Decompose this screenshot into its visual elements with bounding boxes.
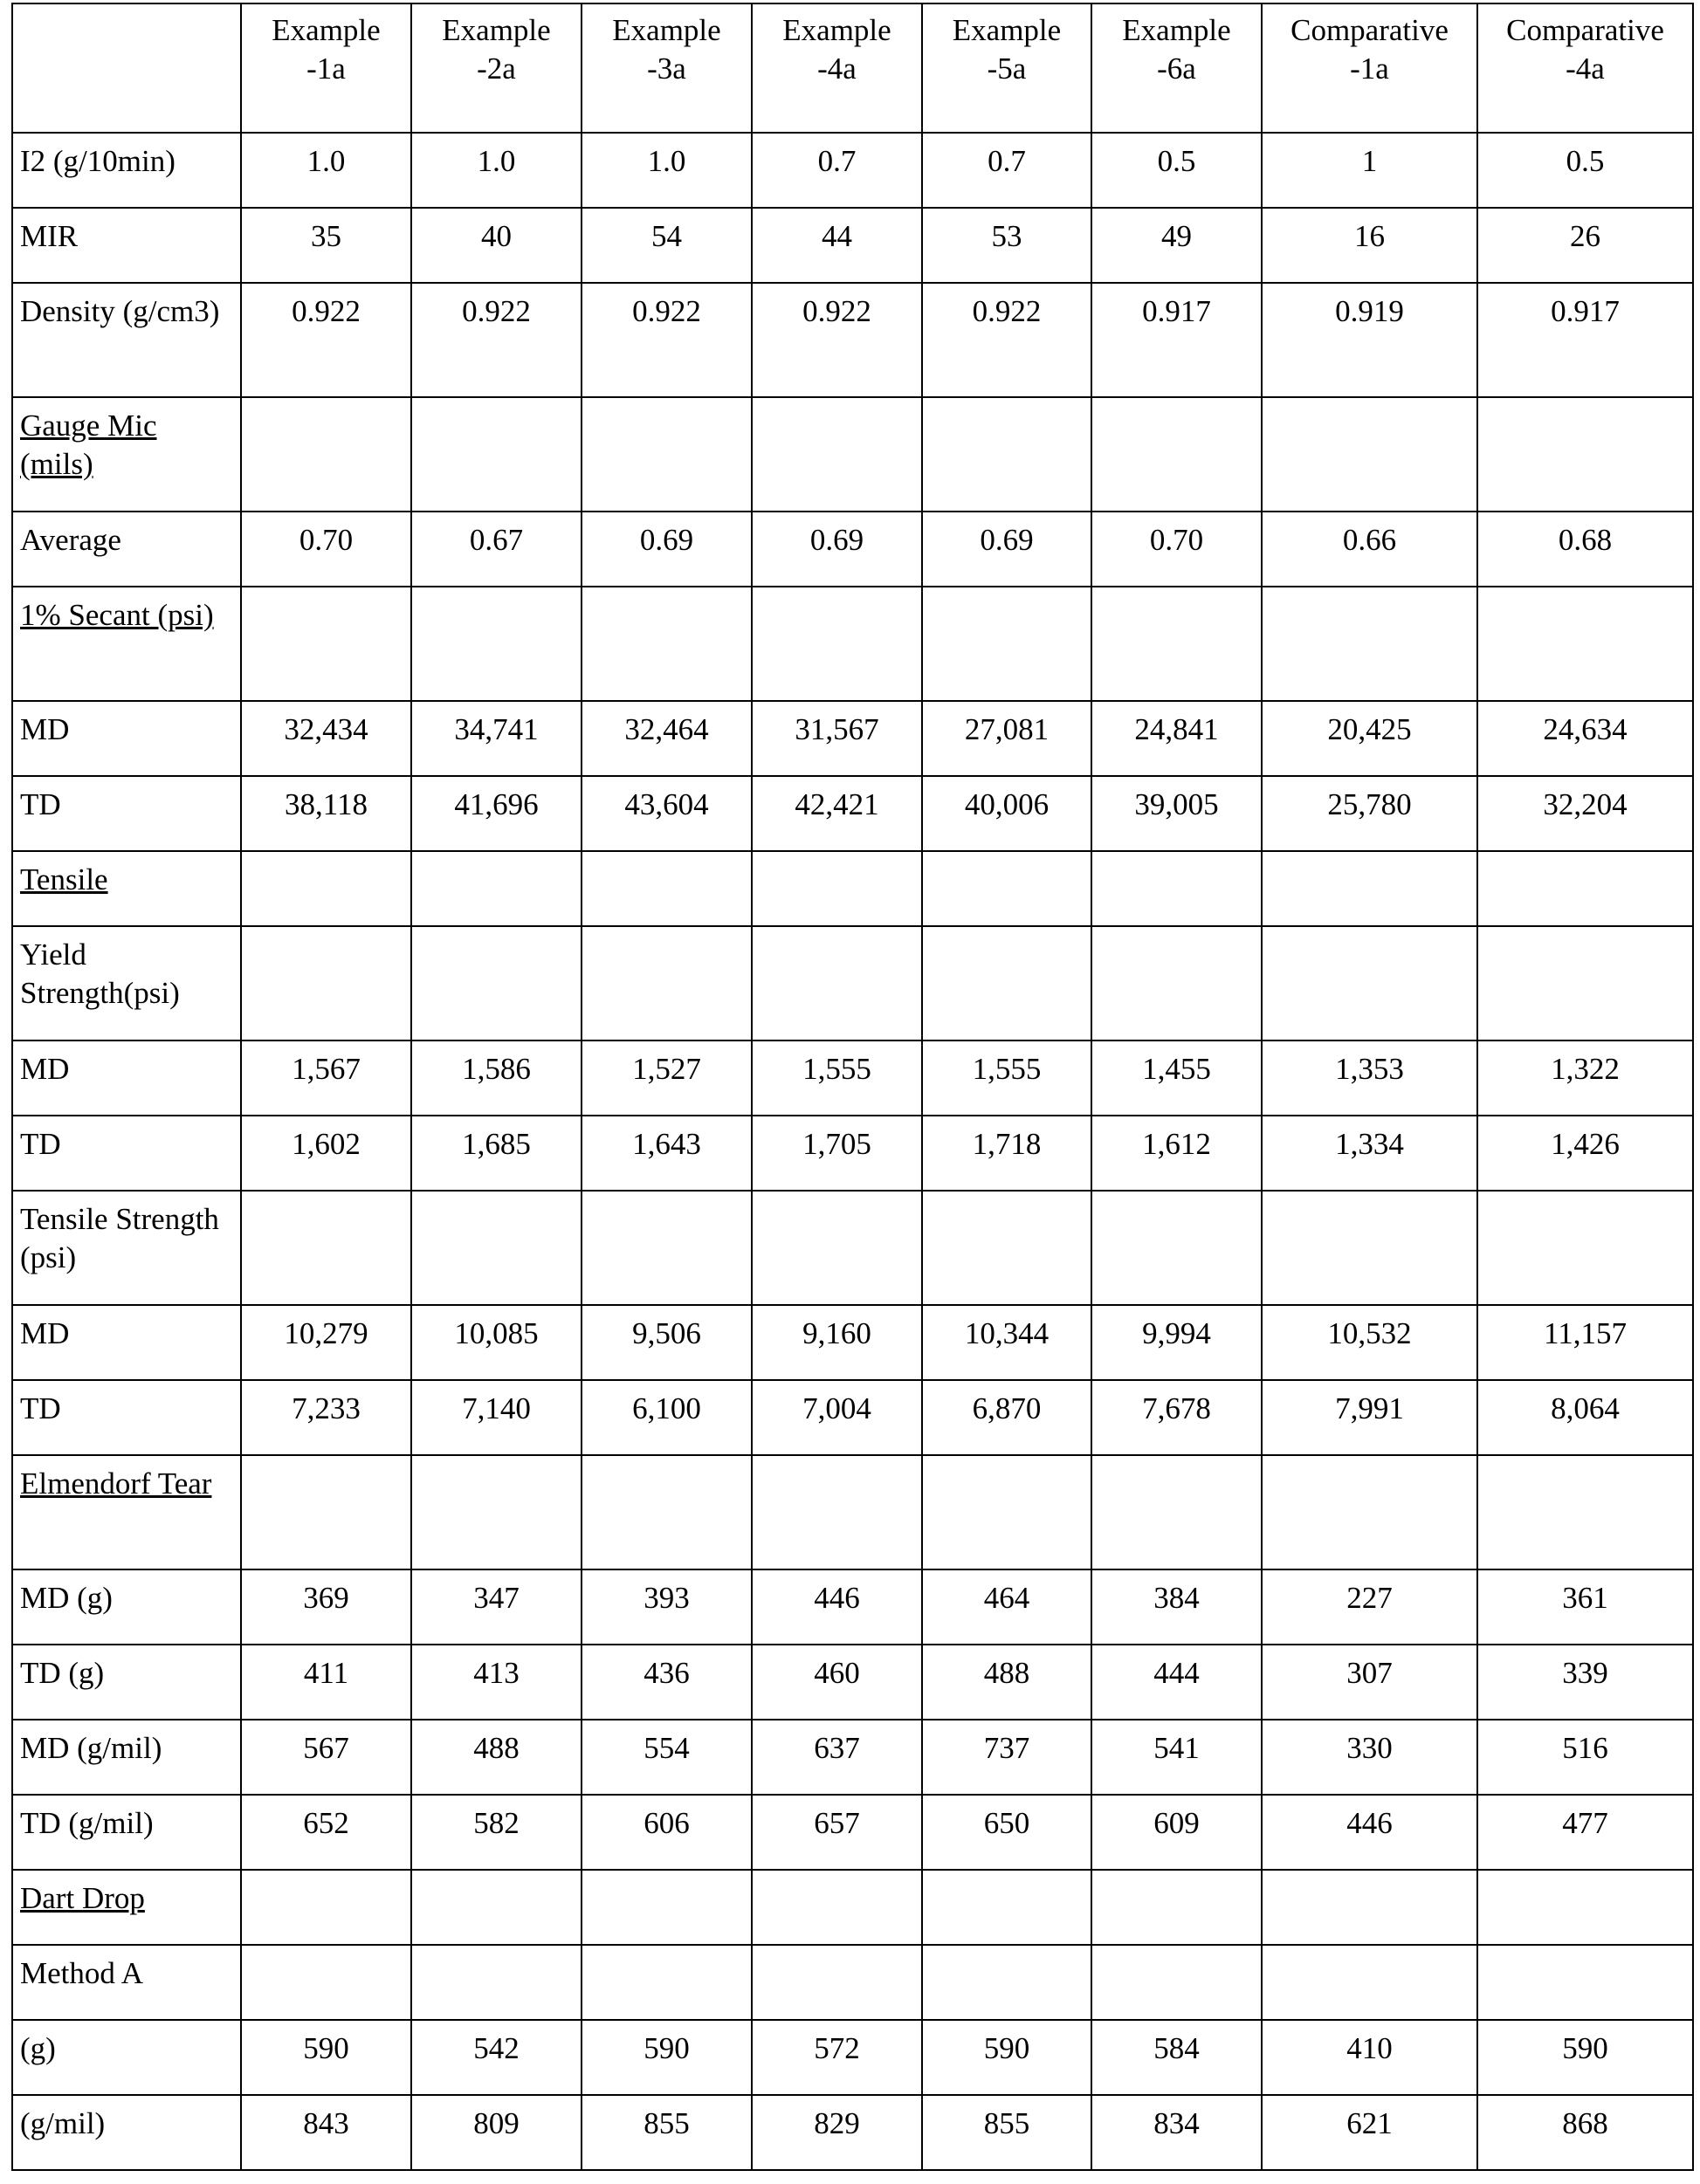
table-cell: 855 bbox=[922, 2095, 1091, 2170]
row-label bbox=[12, 2095, 241, 2170]
table-cell bbox=[1477, 926, 1693, 1040]
row-label-text: Average bbox=[20, 523, 121, 557]
table-cell: 8,064 bbox=[1477, 1380, 1693, 1455]
table-cell: 1,705 bbox=[752, 1116, 922, 1191]
table-cell bbox=[582, 1870, 752, 1945]
row-label-text: TD (g) bbox=[20, 1656, 104, 1690]
table-cell: 1,426 bbox=[1477, 1116, 1693, 1191]
table-cell bbox=[752, 1870, 922, 1945]
table-cell: 0.922 bbox=[411, 283, 582, 397]
row-label-text: (g/mil) bbox=[20, 2106, 105, 2140]
table-cell: 20,425 bbox=[1262, 701, 1477, 776]
row-label bbox=[12, 1116, 241, 1191]
table-cell bbox=[582, 587, 752, 701]
table-cell: 609 bbox=[1091, 1795, 1262, 1870]
column-header: Example -4a bbox=[752, 3, 922, 133]
table-row bbox=[12, 851, 1693, 926]
table-row bbox=[12, 1455, 1693, 1569]
row-label-text: Tensile Strength (psi) bbox=[20, 1202, 219, 1274]
table-cell: 0.922 bbox=[241, 283, 411, 397]
row-label bbox=[12, 1191, 241, 1305]
column-header: Example -2a bbox=[411, 3, 582, 133]
table-cell bbox=[922, 397, 1091, 512]
table-cell: 40,006 bbox=[922, 776, 1091, 851]
table-cell bbox=[1477, 397, 1693, 512]
row-label-text: TD (g/mil) bbox=[20, 1806, 154, 1840]
table-cell: 843 bbox=[241, 2095, 411, 2170]
table-cell: 584 bbox=[1091, 2020, 1262, 2095]
table-cell bbox=[582, 851, 752, 926]
table-cell: 0.68 bbox=[1477, 512, 1693, 587]
table-cell bbox=[1477, 1455, 1693, 1569]
table-cell: 339 bbox=[1477, 1645, 1693, 1720]
table-cell bbox=[582, 1191, 752, 1305]
table-cell: 41,696 bbox=[411, 776, 582, 851]
table-cell bbox=[241, 926, 411, 1040]
table-cell: 32,204 bbox=[1477, 776, 1693, 851]
table-row bbox=[12, 2095, 1693, 2170]
table-row bbox=[12, 1116, 1693, 1191]
row-label bbox=[12, 1040, 241, 1116]
table-cell: 0.69 bbox=[582, 512, 752, 587]
row-label bbox=[12, 1380, 241, 1455]
table-row bbox=[12, 1040, 1693, 1116]
table-cell bbox=[1477, 1945, 1693, 2020]
properties-table bbox=[11, 3, 1694, 2171]
table-cell bbox=[1091, 1870, 1262, 1945]
table-cell: 9,160 bbox=[752, 1305, 922, 1380]
table-cell bbox=[241, 587, 411, 701]
table-cell: 460 bbox=[752, 1645, 922, 1720]
table-cell: 10,085 bbox=[411, 1305, 582, 1380]
column-header: Example -3a bbox=[582, 3, 752, 133]
table-cell: 413 bbox=[411, 1645, 582, 1720]
row-label-text: Tensile bbox=[20, 862, 108, 896]
row-label-text: MD bbox=[20, 1052, 69, 1086]
table-cell: 1,555 bbox=[752, 1040, 922, 1116]
table-cell bbox=[1477, 851, 1693, 926]
table-cell bbox=[1477, 1191, 1693, 1305]
table-cell: 0.5 bbox=[1091, 133, 1262, 208]
table-row bbox=[12, 701, 1693, 776]
table-row bbox=[12, 776, 1693, 851]
table-cell: 834 bbox=[1091, 2095, 1262, 2170]
row-label bbox=[12, 397, 241, 512]
table-cell: 477 bbox=[1477, 1795, 1693, 1870]
row-label-text: I2 (g/10min) bbox=[20, 144, 176, 178]
table-cell: 590 bbox=[582, 2020, 752, 2095]
table-cell: 1,718 bbox=[922, 1116, 1091, 1191]
table-cell: 0.922 bbox=[752, 283, 922, 397]
table-cell bbox=[752, 397, 922, 512]
row-label-text: (g) bbox=[20, 2031, 56, 2065]
table-cell bbox=[411, 1945, 582, 2020]
table-cell: 488 bbox=[922, 1645, 1091, 1720]
table-cell: 652 bbox=[241, 1795, 411, 1870]
table-row bbox=[12, 1569, 1693, 1645]
table-cell: 567 bbox=[241, 1720, 411, 1795]
table-row bbox=[12, 283, 1693, 397]
table-cell: 541 bbox=[1091, 1720, 1262, 1795]
table-cell: 554 bbox=[582, 1720, 752, 1795]
row-label-text: MD (g/mil) bbox=[20, 1731, 162, 1765]
table-row bbox=[12, 208, 1693, 283]
table-row bbox=[12, 133, 1693, 208]
table-cell: 1.0 bbox=[411, 133, 582, 208]
table-cell: 0.917 bbox=[1091, 283, 1262, 397]
row-label bbox=[12, 208, 241, 283]
column-header: Example -6a bbox=[1091, 3, 1262, 133]
table-cell: 1.0 bbox=[241, 133, 411, 208]
table-cell: 1,455 bbox=[1091, 1040, 1262, 1116]
table-cell bbox=[1091, 1945, 1262, 2020]
table-cell: 44 bbox=[752, 208, 922, 283]
table-cell: 16 bbox=[1262, 208, 1477, 283]
table-cell: 446 bbox=[1262, 1795, 1477, 1870]
table-cell bbox=[582, 1945, 752, 2020]
table-cell: 54 bbox=[582, 208, 752, 283]
row-label-text: TD bbox=[20, 1391, 61, 1425]
table-row bbox=[12, 1945, 1693, 2020]
table-cell: 410 bbox=[1262, 2020, 1477, 2095]
table-cell: 24,841 bbox=[1091, 701, 1262, 776]
table-cell: 7,991 bbox=[1262, 1380, 1477, 1455]
table-cell: 829 bbox=[752, 2095, 922, 2170]
table-cell: 1,602 bbox=[241, 1116, 411, 1191]
table-cell: 868 bbox=[1477, 2095, 1693, 2170]
table-cell: 0.919 bbox=[1262, 283, 1477, 397]
table-cell: 590 bbox=[922, 2020, 1091, 2095]
table-cell: 347 bbox=[411, 1569, 582, 1645]
table-cell bbox=[1262, 1191, 1477, 1305]
table-cell bbox=[241, 1455, 411, 1569]
row-label bbox=[12, 851, 241, 926]
table-cell: 42,421 bbox=[752, 776, 922, 851]
table-cell bbox=[241, 397, 411, 512]
table-row bbox=[12, 1870, 1693, 1945]
row-label bbox=[12, 1455, 241, 1569]
table-cell bbox=[411, 926, 582, 1040]
row-label-text: MD (g) bbox=[20, 1581, 113, 1615]
table-cell: 49 bbox=[1091, 208, 1262, 283]
table-cell bbox=[241, 1945, 411, 2020]
table-cell: 0.70 bbox=[241, 512, 411, 587]
table-cell: 0.922 bbox=[922, 283, 1091, 397]
table-cell: 6,100 bbox=[582, 1380, 752, 1455]
column-header: Example -5a bbox=[922, 3, 1091, 133]
table-cell: 542 bbox=[411, 2020, 582, 2095]
table-cell: 650 bbox=[922, 1795, 1091, 1870]
table-cell: 606 bbox=[582, 1795, 752, 1870]
table-row bbox=[12, 1191, 1693, 1305]
table-cell bbox=[922, 1870, 1091, 1945]
table-cell: 7,004 bbox=[752, 1380, 922, 1455]
row-label bbox=[12, 1870, 241, 1945]
header-row bbox=[12, 3, 1693, 133]
row-label-text: TD bbox=[20, 1127, 61, 1161]
table-cell: 43,604 bbox=[582, 776, 752, 851]
table-row bbox=[12, 1795, 1693, 1870]
table-cell: 11,157 bbox=[1477, 1305, 1693, 1380]
table-cell: 384 bbox=[1091, 1569, 1262, 1645]
table-cell: 446 bbox=[752, 1569, 922, 1645]
table-cell: 0.70 bbox=[1091, 512, 1262, 587]
row-label bbox=[12, 1305, 241, 1380]
table-cell bbox=[922, 1191, 1091, 1305]
table-cell bbox=[752, 851, 922, 926]
table-cell: 1,685 bbox=[411, 1116, 582, 1191]
row-label-text: MD bbox=[20, 712, 69, 746]
table-cell: 1,527 bbox=[582, 1040, 752, 1116]
table-cell: 1.0 bbox=[582, 133, 752, 208]
table-cell: 488 bbox=[411, 1720, 582, 1795]
table-cell: 0.7 bbox=[922, 133, 1091, 208]
table-cell: 53 bbox=[922, 208, 1091, 283]
row-label-text: Yield Strength(psi) bbox=[20, 937, 180, 1010]
table-cell: 657 bbox=[752, 1795, 922, 1870]
table-row bbox=[12, 1380, 1693, 1455]
table-cell: 1,567 bbox=[241, 1040, 411, 1116]
table-cell bbox=[752, 1455, 922, 1569]
table-cell: 39,005 bbox=[1091, 776, 1262, 851]
table-cell: 737 bbox=[922, 1720, 1091, 1795]
table-cell: 809 bbox=[411, 2095, 582, 2170]
table-cell bbox=[1262, 851, 1477, 926]
table-cell: 1,555 bbox=[922, 1040, 1091, 1116]
table-cell bbox=[411, 1191, 582, 1305]
table-cell bbox=[922, 1455, 1091, 1569]
table-cell bbox=[411, 851, 582, 926]
table-cell: 1,353 bbox=[1262, 1040, 1477, 1116]
table-cell: 330 bbox=[1262, 1720, 1477, 1795]
table-row bbox=[12, 587, 1693, 701]
table-cell: 1,322 bbox=[1477, 1040, 1693, 1116]
table-cell bbox=[1091, 587, 1262, 701]
table-cell: 361 bbox=[1477, 1569, 1693, 1645]
row-label-text: Density (g/cm3) bbox=[20, 294, 219, 328]
table-cell: 9,506 bbox=[582, 1305, 752, 1380]
table-row bbox=[12, 1305, 1693, 1380]
table-cell: 34,741 bbox=[411, 701, 582, 776]
table-cell: 10,532 bbox=[1262, 1305, 1477, 1380]
row-label bbox=[12, 283, 241, 397]
column-header: Comparative -1a bbox=[1262, 3, 1477, 133]
table-cell: 572 bbox=[752, 2020, 922, 2095]
column-header: Example -1a bbox=[241, 3, 411, 133]
table-cell bbox=[922, 851, 1091, 926]
table-cell: 0.69 bbox=[922, 512, 1091, 587]
row-label bbox=[12, 1569, 241, 1645]
row-label bbox=[12, 133, 241, 208]
table-cell: 32,434 bbox=[241, 701, 411, 776]
row-label bbox=[12, 2020, 241, 2095]
table-cell: 369 bbox=[241, 1569, 411, 1645]
table-cell bbox=[1262, 1455, 1477, 1569]
table-cell: 0.917 bbox=[1477, 283, 1693, 397]
table-cell: 582 bbox=[411, 1795, 582, 1870]
table-cell: 38,118 bbox=[241, 776, 411, 851]
table-cell bbox=[241, 851, 411, 926]
table-cell: 1,643 bbox=[582, 1116, 752, 1191]
table-cell: 35 bbox=[241, 208, 411, 283]
table-cell: 0.5 bbox=[1477, 133, 1693, 208]
table-cell bbox=[411, 397, 582, 512]
table-cell: 7,233 bbox=[241, 1380, 411, 1455]
row-label-text: Elmendorf Tear bbox=[20, 1466, 211, 1501]
table-cell: 855 bbox=[582, 2095, 752, 2170]
table-cell bbox=[1091, 926, 1262, 1040]
table-cell: 464 bbox=[922, 1569, 1091, 1645]
row-label bbox=[12, 587, 241, 701]
table-cell: 516 bbox=[1477, 1720, 1693, 1795]
table-row bbox=[12, 2020, 1693, 2095]
table-cell: 0.7 bbox=[752, 133, 922, 208]
table-cell bbox=[411, 1870, 582, 1945]
table-cell bbox=[582, 397, 752, 512]
table-cell: 637 bbox=[752, 1720, 922, 1795]
table-cell: 1,612 bbox=[1091, 1116, 1262, 1191]
table-cell: 307 bbox=[1262, 1645, 1477, 1720]
table-cell: 24,634 bbox=[1477, 701, 1693, 776]
table-cell: 7,140 bbox=[411, 1380, 582, 1455]
row-label-text: MD bbox=[20, 1316, 69, 1350]
row-label bbox=[12, 1645, 241, 1720]
column-header bbox=[12, 3, 241, 133]
table-cell: 0.66 bbox=[1262, 512, 1477, 587]
table-cell: 621 bbox=[1262, 2095, 1477, 2170]
table-cell bbox=[1262, 587, 1477, 701]
table-cell bbox=[241, 1870, 411, 1945]
table-cell: 25,780 bbox=[1262, 776, 1477, 851]
table-cell: 227 bbox=[1262, 1569, 1477, 1645]
row-label-text: MIR bbox=[20, 219, 78, 253]
row-label-text: Gauge Mic (mils) bbox=[20, 409, 156, 481]
table-cell bbox=[752, 1191, 922, 1305]
table-cell: 0.67 bbox=[411, 512, 582, 587]
row-label-text: Dart Drop bbox=[20, 1881, 145, 1915]
table-cell: 1,586 bbox=[411, 1040, 582, 1116]
table-cell bbox=[922, 1945, 1091, 2020]
table-row bbox=[12, 926, 1693, 1040]
table-cell: 6,870 bbox=[922, 1380, 1091, 1455]
table-cell: 26 bbox=[1477, 208, 1693, 283]
table-cell bbox=[1091, 397, 1262, 512]
table-cell bbox=[1477, 587, 1693, 701]
row-label bbox=[12, 1720, 241, 1795]
table-cell: 0.922 bbox=[582, 283, 752, 397]
table-cell: 9,994 bbox=[1091, 1305, 1262, 1380]
table-cell: 31,567 bbox=[752, 701, 922, 776]
column-header: Comparative -4a bbox=[1477, 3, 1693, 133]
table-cell: 393 bbox=[582, 1569, 752, 1645]
table-cell: 32,464 bbox=[582, 701, 752, 776]
row-label bbox=[12, 701, 241, 776]
table-cell bbox=[411, 587, 582, 701]
table-cell: 7,678 bbox=[1091, 1380, 1262, 1455]
table-cell: 27,081 bbox=[922, 701, 1091, 776]
table-cell: 436 bbox=[582, 1645, 752, 1720]
table-cell: 1 bbox=[1262, 133, 1477, 208]
row-label bbox=[12, 926, 241, 1040]
table-row bbox=[12, 1720, 1693, 1795]
table-cell bbox=[241, 1191, 411, 1305]
row-label bbox=[12, 776, 241, 851]
table-cell bbox=[1091, 1455, 1262, 1569]
table-cell bbox=[1262, 1945, 1477, 2020]
table-cell bbox=[1477, 1870, 1693, 1945]
table-cell bbox=[1091, 1191, 1262, 1305]
table-cell bbox=[1262, 397, 1477, 512]
row-label bbox=[12, 512, 241, 587]
table-cell: 1,334 bbox=[1262, 1116, 1477, 1191]
row-label-text: 1% Secant (psi) bbox=[20, 598, 214, 632]
table-cell: 444 bbox=[1091, 1645, 1262, 1720]
table-cell bbox=[411, 1455, 582, 1569]
table-cell bbox=[922, 926, 1091, 1040]
table-cell: 10,344 bbox=[922, 1305, 1091, 1380]
table-cell: 590 bbox=[1477, 2020, 1693, 2095]
row-label bbox=[12, 1945, 241, 2020]
table-cell: 590 bbox=[241, 2020, 411, 2095]
table-cell bbox=[1262, 1870, 1477, 1945]
table-row bbox=[12, 512, 1693, 587]
table-cell bbox=[1262, 926, 1477, 1040]
table-cell: 0.69 bbox=[752, 512, 922, 587]
table-cell bbox=[752, 587, 922, 701]
table-row bbox=[12, 1645, 1693, 1720]
table-cell bbox=[1091, 851, 1262, 926]
table-cell bbox=[582, 926, 752, 1040]
table-cell bbox=[752, 926, 922, 1040]
row-label-text: TD bbox=[20, 787, 61, 821]
row-label-text: Method A bbox=[20, 1956, 143, 1990]
table-row bbox=[12, 397, 1693, 512]
table-cell bbox=[752, 1945, 922, 2020]
table-cell: 411 bbox=[241, 1645, 411, 1720]
row-label bbox=[12, 1795, 241, 1870]
table-cell: 10,279 bbox=[241, 1305, 411, 1380]
table-cell: 40 bbox=[411, 208, 582, 283]
table-cell bbox=[582, 1455, 752, 1569]
table-cell bbox=[922, 587, 1091, 701]
